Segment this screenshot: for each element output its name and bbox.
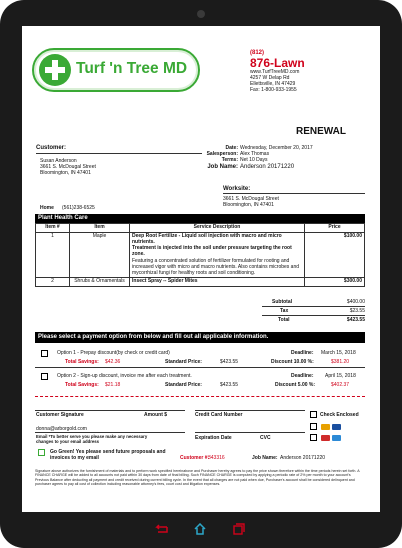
terms-value: Net 10 Days: [240, 157, 268, 163]
customer-number-label: Customer #:: [180, 455, 210, 461]
worksite-label: Worksite:: [223, 186, 251, 192]
option-2-row[interactable]: [35, 370, 365, 391]
table-row: 1 Maple Deep Root Fertilize - Liquid soil injection with macro and micro nutrients. Treatment is injected into the soil under pressure targeting the root zone. Featuring a concentrated solution of fertilizer formulated for rooting and increased vigor with micro and macro nutrients. Also contains microbes and mycorrhizal fungi for healthy roots and soil conditioning. $100.00: [36, 232, 365, 278]
option-1-standard-label: Standard Price:: [165, 359, 202, 365]
phone-prefix: (812): [250, 50, 265, 56]
col-item-num: Item #: [36, 224, 70, 233]
address-line-1: 4257 W Delap Rd: [250, 75, 290, 81]
amount-label[interactable]: Amount $: [144, 412, 168, 418]
option-2-discount: $402.37: [331, 382, 350, 388]
recent-apps-icon: [233, 523, 245, 535]
medical-cross-icon: [39, 54, 71, 86]
customer-name: Susan Anderson: [40, 158, 77, 164]
check-enclosed-label[interactable]: Check Enclosed: [320, 412, 359, 418]
website-link[interactable]: www.TurfTreeMD.com: [250, 69, 300, 75]
card-type-checkbox[interactable]: [310, 434, 317, 441]
option-1-checkbox[interactable]: [41, 350, 48, 357]
option-2-label[interactable]: Option 2 - Sign-up discount, invoice me after each treatment.: [57, 373, 192, 379]
address-line-2: Ellettsville, IN 47429: [250, 81, 296, 87]
payment-banner: Please select a payment option from below and fill out all applicable information.: [35, 332, 365, 343]
option-1-deadline-label: Deadline:: [291, 350, 314, 356]
option-2-savings: $21.18: [105, 382, 121, 388]
option-1-savings-label: Total Savings:: [65, 359, 99, 365]
subtotal-label: Subtotal: [272, 299, 292, 305]
home-icon: [194, 523, 206, 535]
card-logos-icon: [321, 435, 341, 441]
worksite-address: [223, 196, 279, 208]
worksite-street: 3661 S. McDougal Street: [223, 196, 279, 202]
col-description: Service Description: [130, 224, 305, 233]
table-row: 2 Shrubs & Ornamentals Insect Spray -- Spider Mites $300.00: [36, 278, 365, 287]
document-screen[interactable]: [22, 26, 380, 512]
recent-apps-button[interactable]: [228, 521, 250, 537]
home-button[interactable]: [189, 521, 211, 537]
nav-bar: [150, 520, 250, 538]
email-note: Email *To better serve you please make any necessary changes to your email address: [36, 434, 148, 444]
job-name-label: Job Name:: [207, 164, 238, 170]
phone-main[interactable]: 876-Lawn: [250, 56, 305, 70]
go-green-label[interactable]: Go Green! Yes please send future proposals and invoices to my email: [50, 449, 166, 461]
option-2-discount-label: Discount 5.00 %:: [275, 382, 316, 388]
customer-street: 3661 S. McDougal Street: [40, 164, 96, 170]
option-2-deadline: April 15, 2018: [325, 373, 356, 379]
salesperson-value: Alex Thomas: [240, 151, 270, 157]
customer-city: Bloomington, IN 47401: [40, 170, 91, 176]
option-1-label[interactable]: Option 1 - Prepay discount(by check or credit card): [57, 350, 170, 356]
logo-text: Turf 'n Tree MD: [76, 60, 188, 77]
option-1-discount-label: Discount 10.00 %:: [271, 359, 314, 365]
tax-label: Tax: [280, 308, 289, 314]
company-logo: [32, 48, 200, 92]
option-1-deadline: March 15, 2018: [321, 350, 356, 356]
total-value: $423.55: [346, 317, 365, 323]
card-type-checkbox[interactable]: [310, 423, 317, 430]
check-enclosed-checkbox[interactable]: [310, 411, 317, 418]
go-green-checkbox[interactable]: [38, 449, 45, 456]
email-value[interactable]: donna@arborgold.com: [36, 426, 87, 432]
date-label: Date:: [225, 145, 238, 151]
document-title: RENEWAL: [296, 126, 346, 137]
option-1-discount: $381.20: [331, 359, 350, 365]
subtotal-value: $400.00: [346, 299, 365, 305]
company-contact: [250, 50, 305, 93]
total-label: Total: [278, 317, 290, 323]
tax-value: $23.55: [349, 308, 365, 314]
card-logos-icon: [321, 424, 341, 430]
worksite-city: Bloomington, IN 47401: [223, 202, 274, 208]
signature-label[interactable]: Customer Signature: [36, 412, 84, 418]
section-header: Plant Health Care: [35, 214, 365, 223]
option-1-standard: $423.55: [220, 359, 239, 365]
option-2-standard-label: Standard Price:: [165, 382, 202, 388]
form-divider: [35, 396, 365, 397]
back-button[interactable]: [150, 521, 172, 537]
terms-label: Terms:: [221, 157, 238, 163]
option-2-savings-label: Total Savings:: [65, 382, 99, 388]
job-name-value: Anderson 20171220: [240, 164, 295, 170]
customer-number: 343316: [208, 455, 225, 461]
option-2-standard: $423.55: [220, 382, 239, 388]
cvc-label[interactable]: CVC: [260, 435, 271, 441]
footer-job-label: Job Name:: [252, 455, 278, 461]
home-label: Home: [40, 205, 54, 211]
services-table: [35, 223, 365, 287]
totals-block: [262, 298, 365, 324]
col-item: Item: [70, 224, 130, 233]
invoice-meta: [182, 145, 362, 171]
fine-print: Signature above authorizes the furnishment of materials and to perform work specified hereinabove and Purchaser hereby agrees to pay the price shown therefore within the time periods herein set forth. A FINANCE CHARGE will be added to all accounts not paid within 30 days from date of final billing. Such FINANCE CHARGE is computed by applying a periodic rate of 2% per month to your account's Previous Balance after deducting all payment and credit received during current billing cycle. In the event that all charges are not paid when due, Purchaser's account shall be considered delinquent and purchaser agrees to pay all cost of collection including reasonable attorney's fees, court cost and litigation expenses.: [35, 469, 360, 486]
date-value: Wednesday, December 20, 2017: [240, 145, 313, 151]
salesperson-label: Salesperson:: [206, 151, 238, 157]
option-2-deadline-label: Deadline:: [291, 373, 314, 379]
customer-address: [40, 158, 96, 176]
option-1-row[interactable]: [35, 347, 365, 368]
expiration-label[interactable]: Expiration Date: [195, 435, 232, 441]
footer-job-value: Anderson 20171220: [280, 455, 326, 461]
back-icon: [153, 524, 169, 534]
col-price: Price: [305, 224, 365, 233]
customer-label: Customer:: [36, 145, 67, 151]
option-1-savings: $42.36: [105, 359, 121, 365]
card-number-label[interactable]: Credit Card Number: [195, 412, 243, 418]
camera-icon: [197, 10, 205, 18]
fax-number: Fax: 1-800-933-1955: [250, 87, 297, 93]
option-2-checkbox[interactable]: [41, 373, 48, 380]
home-phone: (561)238-6525: [62, 205, 95, 211]
